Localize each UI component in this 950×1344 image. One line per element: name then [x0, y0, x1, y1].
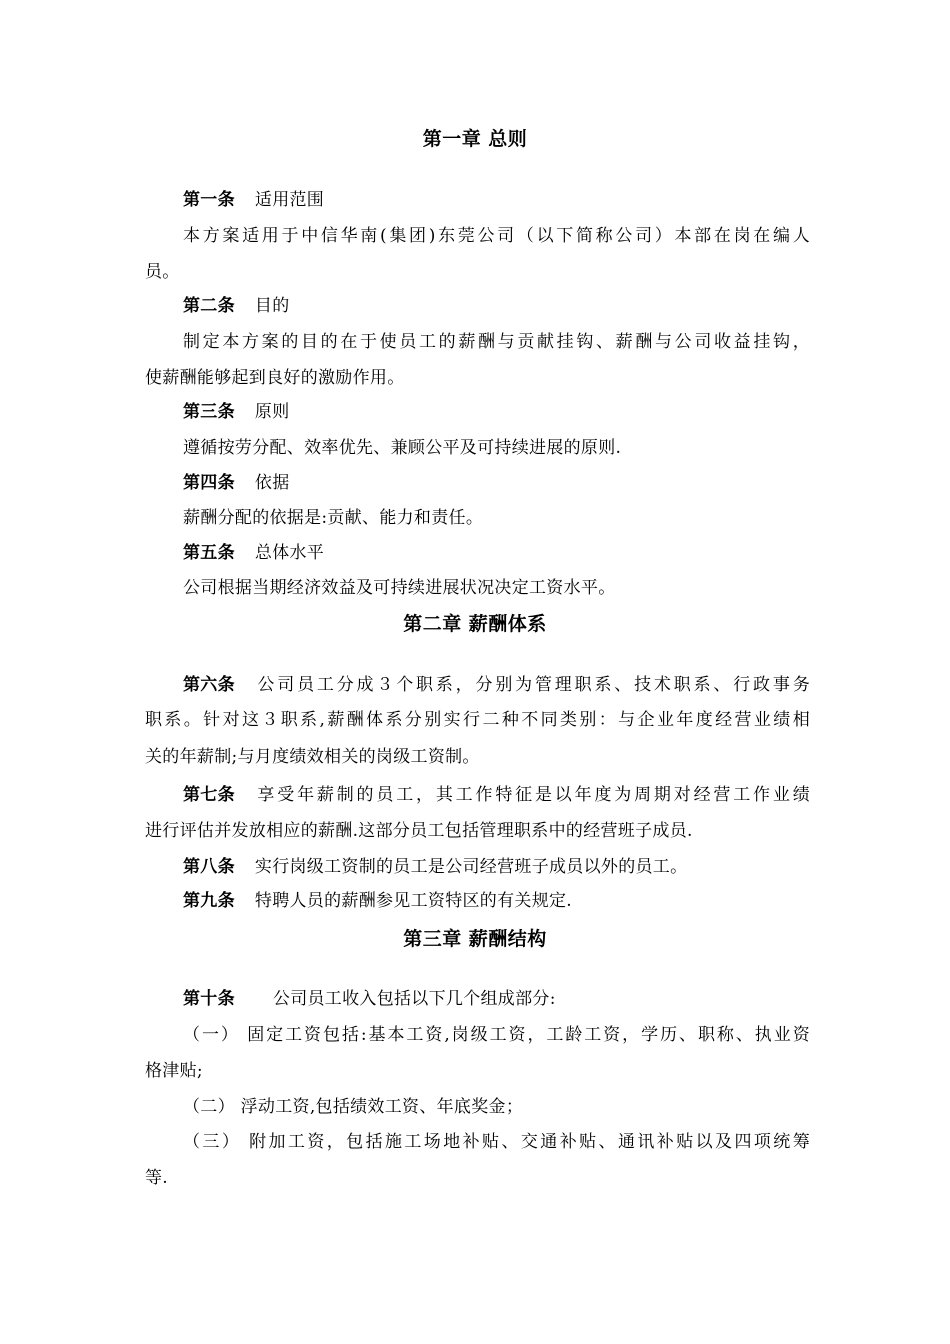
article-10-text: 公司员工收入包括以下几个组成部分:: [272, 989, 556, 1009]
item-1-line-1: [183, 1023, 810, 1047]
item-2-marker: （二）: [183, 1097, 235, 1117]
item-1-marker: （一）: [183, 1025, 240, 1045]
article-2-label: 第二条: [183, 296, 235, 316]
article-4-heading: 依据: [254, 473, 290, 493]
item-1-text-1: 固定工资包括:基本工资,岗级工资，工龄工资，学历、职称、执业资: [247, 1025, 810, 1045]
article-4-body: 薪酬分配的依据是:贡献、能力和责任。: [183, 508, 484, 528]
chapter-3-title: 第三章 薪酬结构: [403, 928, 547, 950]
article-1-body-line-2: 员。: [145, 262, 180, 282]
article-2-heading: 目的: [254, 296, 290, 316]
article-4-label: 第四条: [183, 473, 235, 493]
article-2-body-line-1: 制定本方案的目的在于使员工的薪酬与贡献挂钩、薪酬与公司收益挂钩，: [183, 332, 810, 352]
article-7-line-1: [183, 783, 810, 807]
item-3-line-1: [183, 1130, 810, 1154]
item-2-line: [183, 1095, 810, 1119]
article-1-label: 第一条: [183, 190, 235, 210]
article-9-line: [183, 889, 810, 913]
article-6-text-1: 公司员工分成３个职系，分别为管理职系、技术职系、行政事务: [254, 675, 810, 695]
article-10-line: [183, 987, 810, 1011]
article-2-heading-line: [183, 294, 810, 318]
article-5-heading: 总体水平: [254, 543, 325, 563]
chapter-2-title: 第二章 薪酬体系: [403, 613, 547, 635]
item-3-marker: （三）: [183, 1132, 242, 1152]
article-6-line-2: 职系。针对这３职系,薪酬体系分别实行二种不同类别：与企业年度经营业绩相: [145, 710, 810, 730]
item-3-text-1: 附加工资，包括施工场地补贴、交通补贴、通讯补贴以及四项统筹: [249, 1132, 810, 1152]
article-1-heading: 适用范围: [254, 190, 325, 210]
article-3-body: 遵循按劳分配、效率优先、兼顾公平及可持续进展的原则.: [183, 438, 622, 458]
article-7-label: 第七条: [183, 785, 235, 805]
article-8-line: [183, 855, 810, 879]
article-6-label: 第六条: [183, 675, 235, 695]
article-5-label: 第五条: [183, 543, 235, 563]
article-1-heading-line: [183, 188, 810, 212]
article-9-text: 特聘人员的薪酬参见工资特区的有关规定.: [254, 891, 573, 911]
article-3-heading: 原则: [254, 402, 290, 422]
article-3-label: 第三条: [183, 402, 235, 422]
article-10-label: 第十条: [183, 989, 235, 1009]
article-9-label: 第九条: [183, 891, 235, 911]
article-1-body-line-1: 本方案适用于中信华南(集团)东莞公司（以下简称公司）本部在岗在编人: [183, 226, 810, 246]
article-8-label: 第八条: [183, 857, 235, 877]
article-2-body-line-2: 使薪酬能够起到良好的激励作用。: [145, 368, 405, 388]
article-3-heading-line: [183, 400, 810, 424]
chapter-1-title: 第一章 总则: [422, 128, 528, 150]
article-7-text-1: 享受年薪制的员工，其工作特征是以年度为周期对经营工作业绩: [254, 785, 810, 805]
article-6-line-3: 关的年薪制;与月度绩效相关的岗级工资制。: [145, 747, 480, 767]
article-7-line-2: 进行评估并发放相应的薪酬.这部分员工包括管理职系中的经营班子成员.: [145, 821, 693, 841]
article-6-line-1: [183, 673, 810, 697]
article-4-heading-line: [183, 471, 810, 495]
item-3-line-2: 等.: [145, 1168, 169, 1188]
article-5-heading-line: [183, 541, 810, 565]
article-5-body: 公司根据当期经济效益及可持续进展状况决定工资水平。: [183, 578, 616, 598]
item-2-text: 浮动工资,包括绩效工资、年底奖金；: [240, 1097, 524, 1117]
item-1-line-2: 格津贴;: [145, 1061, 203, 1081]
article-8-text: 实行岗级工资制的员工是公司经营班子成员以外的员工。: [254, 857, 688, 877]
